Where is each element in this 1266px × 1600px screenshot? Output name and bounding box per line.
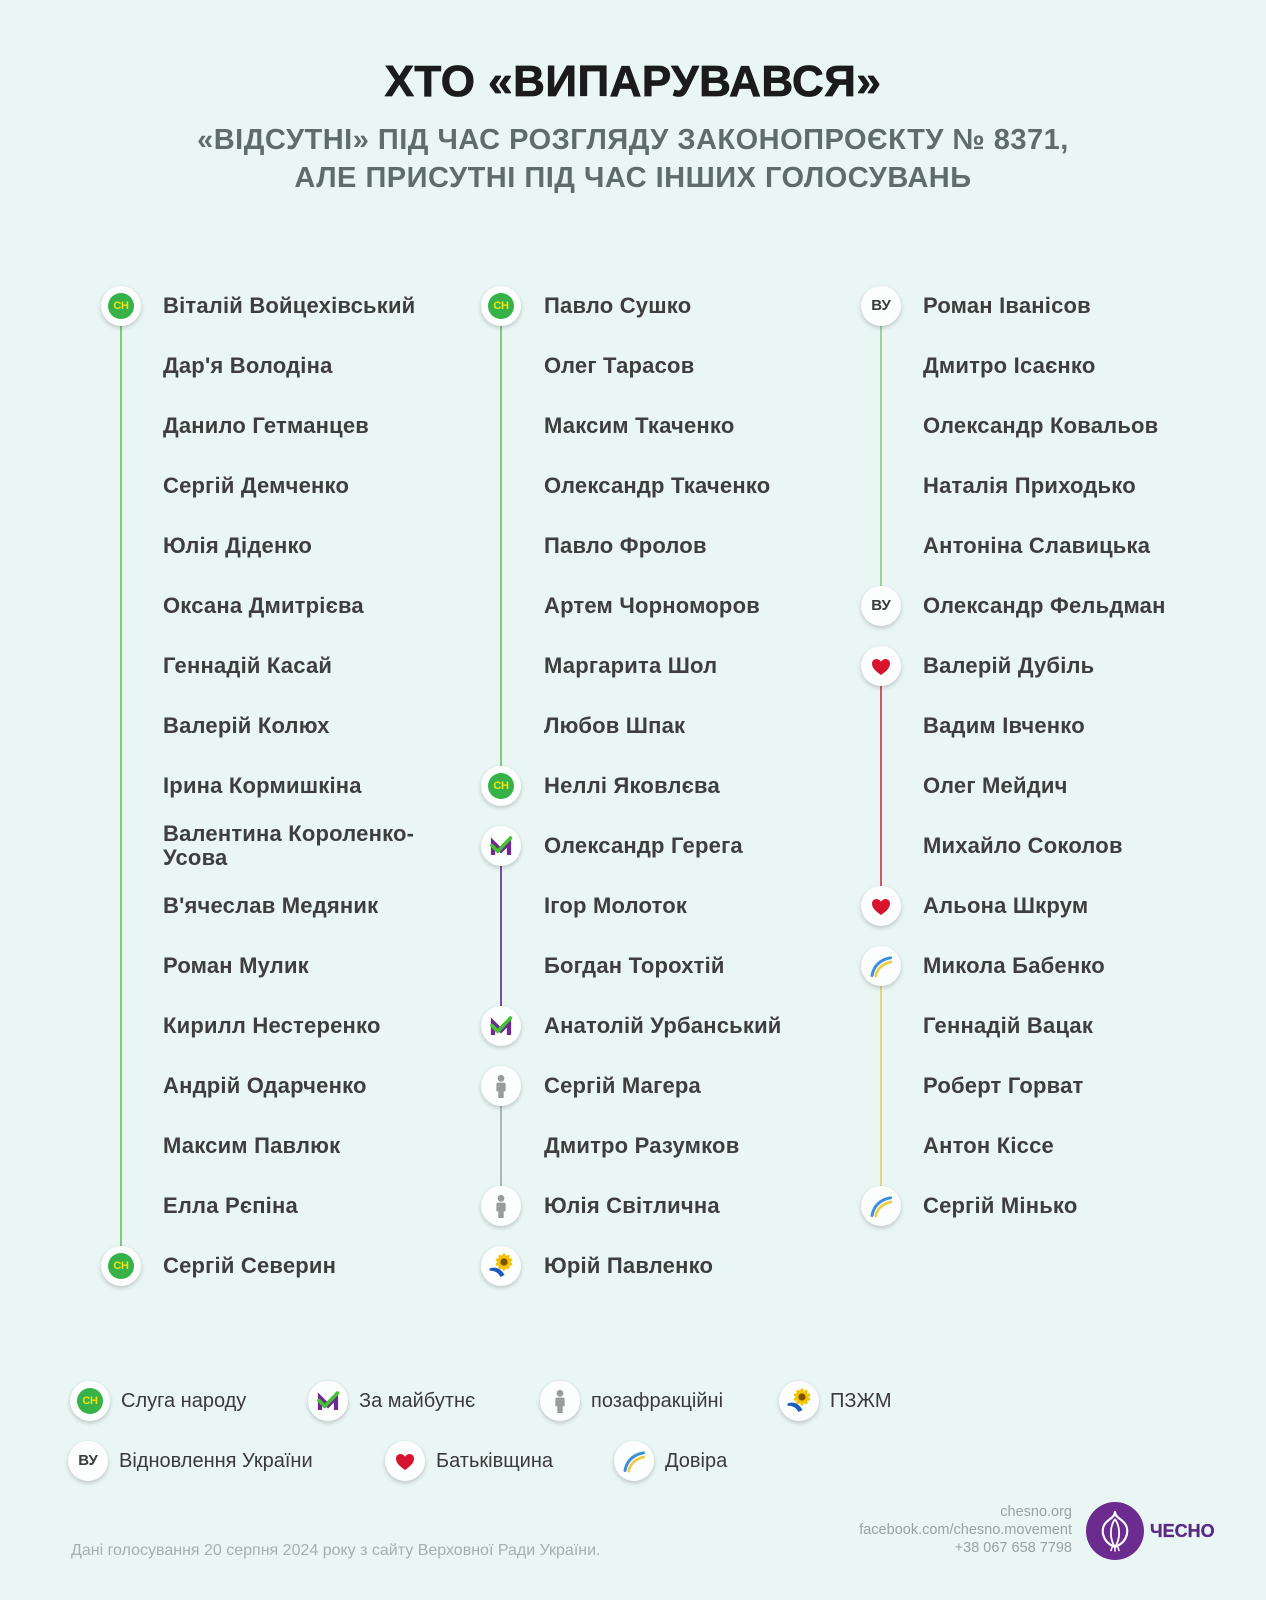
deputy-name: Маргарита Шол [544, 653, 718, 678]
deputy-name: Юрій Павленко [544, 1253, 714, 1278]
heart-icon [861, 646, 901, 686]
deputy-name: Максим Павлюк [163, 1133, 341, 1158]
deputy-name: Павло Сушко [544, 293, 692, 318]
group-connector-line [500, 306, 502, 786]
deputy-name: Геннадій Касай [163, 653, 333, 678]
deputy-name: Сергій Северин [163, 1253, 337, 1278]
legend-item-heart [385, 1441, 553, 1481]
za-maibutnie-graphic [308, 1381, 348, 1421]
za-maibutnie-graphic [481, 1006, 521, 1046]
deputy-name: Дмитро Разумков [544, 1133, 740, 1158]
deputy-name: Микола Бабенко [923, 953, 1105, 978]
legend-label: позафракційні [591, 1390, 724, 1412]
garlic-logo-icon [1086, 1502, 1144, 1560]
legend-label: Слуга народу [121, 1390, 247, 1412]
party-badge-text: СН [488, 773, 514, 799]
za-maibutnie-icon [308, 1381, 348, 1421]
deputy-name: Наталія Приходько [923, 473, 1136, 498]
party-badge-text: ВУ [871, 297, 891, 314]
facebook-text: facebook.com/chesno.movement [859, 1522, 1072, 1538]
vu-icon [861, 286, 901, 326]
deputy-name: Елла Рєпіна [163, 1193, 298, 1218]
heart-graphic [385, 1441, 425, 1481]
deputy-name: Олександр Герега [544, 833, 743, 858]
legend-label: За майбутнє [359, 1390, 476, 1412]
person-icon [481, 1186, 521, 1226]
deputy-name: Роман Іванісов [923, 293, 1091, 318]
group-connector-line [120, 306, 122, 1266]
za-maibutnie-graphic [481, 826, 521, 866]
subtitle-line: АЛЕ ПРИСУТНІ ПІД ЧАС ІНШИХ ГОЛОСУВАНЬ [294, 162, 972, 194]
deputy-name: Альона Шкрум [923, 893, 1089, 918]
legend-item-sluha-narodu [70, 1381, 246, 1421]
deputy-name: Роман Мулик [163, 953, 309, 978]
deputy-name: Сергій Магера [544, 1073, 701, 1098]
pzzhm-graphic [779, 1381, 819, 1421]
deputy-name: Кирилл Нестеренко [163, 1013, 381, 1038]
party-badge-text: ВУ [78, 1452, 98, 1469]
contacts [859, 1503, 1072, 1557]
heart-graphic [861, 646, 901, 686]
vu-icon [68, 1441, 108, 1481]
heart-graphic [861, 886, 901, 926]
dovira-icon [861, 946, 901, 986]
phone-text: +38 067 658 7798 [954, 1540, 1072, 1556]
za-maibutnie-icon [481, 826, 521, 866]
deputy-name: Неллі Яковлєва [544, 773, 720, 798]
deputy-name: Ігор Молоток [544, 893, 688, 918]
deputy-name: Артем Чорноморов [544, 593, 760, 618]
legend-item-za-maibutnie [308, 1381, 475, 1421]
person-icon [481, 1066, 521, 1106]
party-badge-text: ВУ [871, 597, 891, 614]
person-graphic [540, 1381, 580, 1421]
website-text: chesno.org [1000, 1504, 1072, 1520]
dovira-icon [614, 1441, 654, 1481]
deputy-name: Олександр Ковальов [923, 413, 1159, 438]
deputy-name: Данило Гетманцев [163, 413, 370, 438]
legend-item-pzzhm [779, 1381, 892, 1421]
deputy-name: Геннадій Вацак [923, 1013, 1094, 1038]
deputy-name: Валерій Колюх [163, 713, 330, 738]
person-graphic [481, 1186, 521, 1226]
deputy-name: Любов Шпак [544, 713, 686, 738]
party-badge-text: СН [108, 1253, 134, 1279]
deputy-name: Юлія Діденко [163, 533, 313, 558]
pzzhm-icon [481, 1246, 521, 1286]
za-maibutnie-icon [481, 1006, 521, 1046]
legend-label: Відновлення України [119, 1450, 313, 1472]
heart-icon [385, 1441, 425, 1481]
sluha-narodu-icon [70, 1381, 110, 1421]
deputy-name: Сергій Мінько [923, 1193, 1078, 1218]
deputy-name: Олександр Ткаченко [544, 473, 771, 498]
dovira-graphic [614, 1441, 654, 1481]
group-connector-line [880, 306, 882, 606]
page-subtitle [0, 121, 1266, 197]
garlic-logo-graphic [1086, 1502, 1144, 1560]
deputy-name: Антоніна Славицька [923, 533, 1151, 558]
deputy-name: Валерій Дубіль [923, 653, 1095, 678]
page-title: ХТО «ВИПАРУВАВСЯ» [384, 57, 882, 106]
legend-label: Батьківщина [436, 1450, 554, 1472]
vu-icon [861, 586, 901, 626]
deputy-name: Олександр Фельдман [923, 593, 1166, 618]
heart-icon [861, 886, 901, 926]
deputy-name: Оксана Дмитрієва [163, 593, 364, 618]
deputy-name: Віталій Войцехівський [163, 293, 416, 318]
deputy-name: Ірина Кормишкіна [163, 773, 362, 798]
party-badge-text: СН [488, 293, 514, 319]
deputy-name: Валентина Короленко-Усова [163, 821, 415, 870]
group-connector-line [880, 966, 882, 1206]
deputy-name: Дар'я Володіна [163, 353, 333, 378]
legend-label: Довіра [665, 1450, 728, 1472]
sluha-narodu-icon [101, 286, 141, 326]
deputy-name: Богдан Торохтій [544, 953, 725, 978]
logo-wordmark: ЧЕСНО [1150, 1521, 1215, 1541]
person-icon [540, 1381, 580, 1421]
subtitle-line: «ВІДСУТНІ» ПІД ЧАС РОЗГЛЯДУ ЗАКОНОПРОЄКТУ № 8371, [197, 124, 1069, 156]
sluha-narodu-icon [101, 1246, 141, 1286]
sluha-narodu-icon [481, 766, 521, 806]
dovira-graphic [861, 946, 901, 986]
group-connector-line [500, 846, 502, 1026]
dovira-icon [861, 1186, 901, 1226]
party-badge-text: СН [77, 1388, 103, 1414]
deputy-name: Михайло Соколов [923, 833, 1123, 858]
group-connector-line [880, 666, 882, 906]
legend-item-dovira [614, 1441, 727, 1481]
deputy-name: Олег Мейдич [923, 773, 1068, 798]
legend-label: ПЗЖМ [830, 1390, 892, 1412]
deputy-name: Павло Фролов [544, 533, 707, 558]
deputy-name: Вадим Івченко [923, 713, 1085, 738]
dovira-graphic [861, 1186, 901, 1226]
person-graphic [481, 1066, 521, 1106]
sluha-narodu-icon [481, 286, 521, 326]
deputy-name: В'ячеслав Медяник [163, 893, 379, 918]
pzzhm-graphic [481, 1246, 521, 1286]
deputy-name: Анатолій Урбанський [544, 1013, 782, 1038]
deputy-name: Юлія Світлична [544, 1193, 720, 1218]
data-source-note: Дані голосування 20 серпня 2024 року з сайту Верховної Ради України. [71, 1542, 601, 1559]
deputy-name: Максим Ткаченко [544, 413, 735, 438]
deputy-name: Андрій Одарченко [163, 1073, 367, 1098]
deputy-name: Дмитро Ісаєнко [923, 353, 1096, 378]
deputy-name: Антон Кіссе [923, 1133, 1054, 1158]
pzzhm-icon [779, 1381, 819, 1421]
deputy-name: Олег Тарасов [544, 353, 695, 378]
party-badge-text: СН [108, 293, 134, 319]
deputy-name: Роберт Горват [923, 1073, 1084, 1098]
deputy-name: Сергій Демченко [163, 473, 350, 498]
legend-item-vu [68, 1441, 313, 1481]
legend-item-person [540, 1381, 723, 1421]
